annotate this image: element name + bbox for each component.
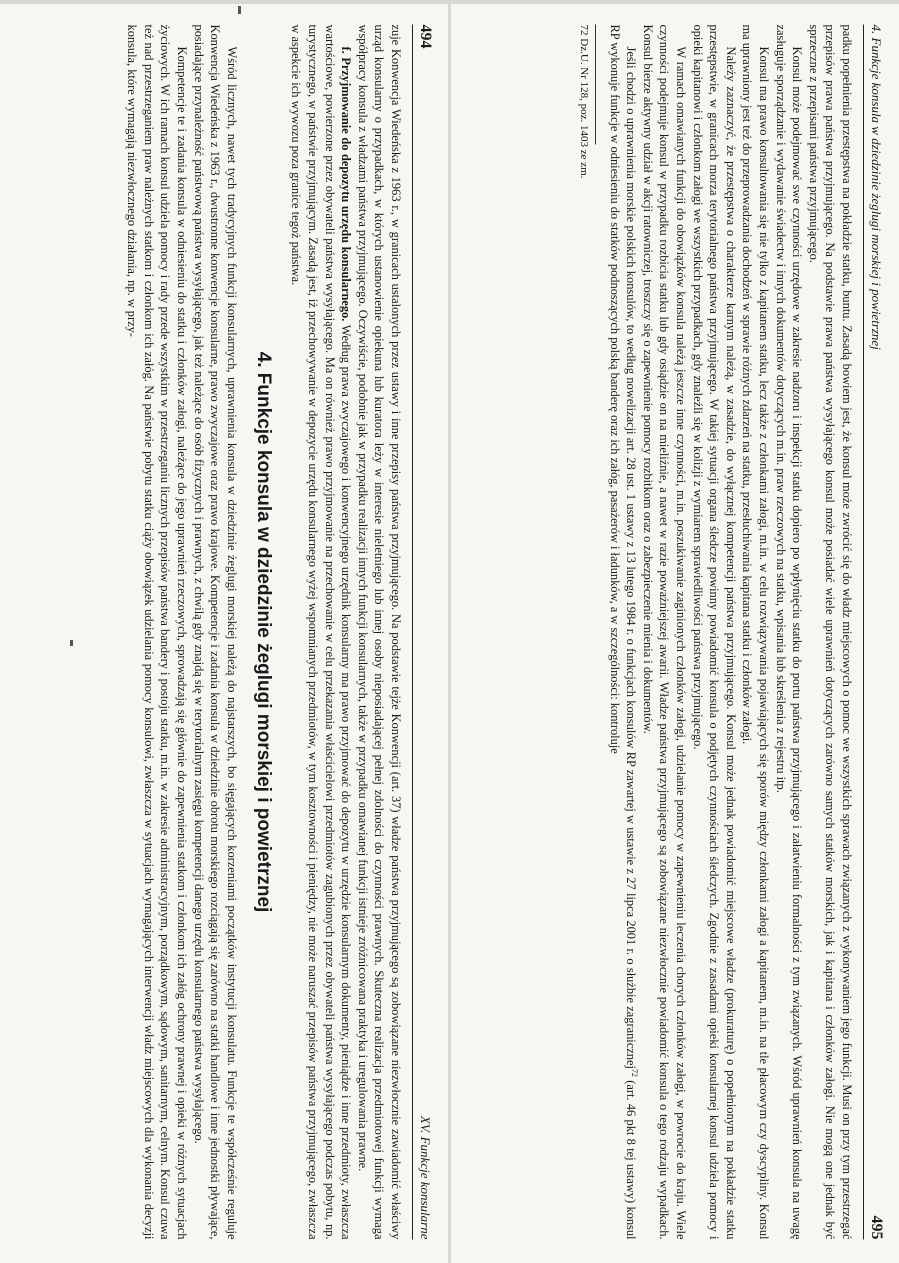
right-page-body: [577, 24, 855, 1239]
paragraph: W ramach omawianych funkcji do obowiązków konsula należą jeszcze inne czynności, m.in. poszukiwanie zaginionych członków załogi, udzielanie pomocy w zapewnieniu leczenia chorych członków załogi, w powrocie do kraju. Wiele czynności podejmuje konsul w przypadku rozbicia statku lub gdy osiądzie on na mieliźnie, a nawet w razie poważniejszej awarii. Władze państwa przyjmującego są zobowiązane niezwłocznie powiadomić konsula o tego rodzaju wypadkach. Konsul bierze aktywny udział w akcji ratowniczej, troszczy się o zapewnienie pomocy rozbitkom oraz o zabezpieczenie mienia i dokumentów.: [640, 24, 689, 1239]
paragraph: padku popełnienia przestępstwa na pokładzie statku, buntu. Zasadą bowiem jest, że konsul może zwrócić się do władz miejscowych o pomoc we wszystkich sprawach związanych z wykonywaniem jego funkcji. Musi on przy tym przestrzegać przepisów prawa państwa przyjmującego. Na podstawie prawa państwa wysyłającego konsul może posiadać wiele uprawnień dotyczących zarówno samych statków morskich, jak i kapitana i członków załogi. Nie mogą one jednak być sprzeczne z przepisami państwa przyjmującego.: [806, 24, 854, 1239]
left-page-body: [124, 24, 404, 1239]
left-running-head: XV. Funkcje konsularne: [418, 1115, 433, 1239]
depozyt-text: Według prawa zwyczajowego i konwencyjnego urzędnik konsularny ma prawo przyjmować do depozytu w urzędzie konsularnym dokumenty, pieniądze i inne przedmioty, zwłaszcza wartościowe, powierzone przez obywateli państwa wysyłającego. Ma on również prawo przyjmowanie na przechowanie w celu przekazania właścicielowi przedmiotów zagubionych przez obywateli państwa wysyłającego podczas pobytu, np. turystycznego, w państwie przyjmującym. Zasadą jest, iż przechowywanie w depozycie urzędu konsularnego wyżej wspomnianych przedmiotów, w tym kosztowności i pieniędzy, nie może naruszać przepisów państwa przyjmującego, zwłaszcza w aspekcie ich wywozu poza granice tegoż państwa.: [289, 24, 354, 1240]
section-heading: 4. Funkcje konsula w dziedzinie żeglugi morskiej i powietrznej: [252, 351, 274, 912]
paragraph: Konsul ma prawo konsultowania się nie tylko z kapitanem statku, lecz także z członkami załogi, m.in. w celu rozwiązywania pojawiających się sporów między członkami załogi a kapitanem, m.in. na tle płacowym czy dyscypliny. Konsul ma uprawniony jest też do przeprowadzania dochodzeń w sprawie różnych zdarzeń na statku, przesłuchiwania kapitana statku i członków załogi.: [740, 24, 772, 1239]
paragraph: Kompetencje te i zadania konsula w odniesieniu do statku i członków załogi, należące do jego uprawnień rzeczowych, sprowadzają się głównie do zapewnienia statkom i członkom ich załóg ochrony prawnej i opieki w różnych sytuacjach życiowych. W ich ramach konsul udziela pomocy i rady przede wszystkim w przestrzeganiu licznych przepisów państwa bandery i postoju statku, m.in. w zakresie administracyjnym, porządkowym, sądowym, sanitarnym, celnym. Konsul czuwa też nad przestrzeganiem praw należnych statkom i członkom ich załóg. Na państwie pobytu statku ciąży obowiązek udzielania pomocy konsulowi, zwłaszcza w sytuacjach wymagających interwencji władz miejscowych dla wykonania decyzji konsula, które wymagają niezwłocznego działania, np. w przy-: [125, 24, 190, 1239]
paragraph-with-footnote: [606, 24, 639, 1239]
right-page-number: 495: [868, 1215, 885, 1239]
right-page: [455, 0, 895, 1263]
right-running-head: 4. Funkcje konsula w dziedzinie żeglugi morskiej i powietrznej: [869, 24, 884, 350]
paragraph-part: (art. 46 pkt 8 tej ustawy) konsul RP wykonuje funkcje w odniesieniu do statków podnoszących polską banderę oraz ich załóg, pasażerów i ładunków, a w szczególności: kontroluje: [607, 24, 639, 1239]
footnote-reference: 72: [630, 1068, 640, 1077]
footnote: 72 Dz.U. Nr 128, poz. 1403 ze zm.: [578, 24, 591, 178]
book-gutter: [448, 0, 451, 1263]
paragraph: zuje Konwencja Wiedeńska z 1963 r., w granicach ustalonych przez ustawy i inne przepisy państwa przyjmującego. Na podstawie tejże Konwencji (art. 37) władze państwa przyjmującego są zobowiązane niezwłocznie zawiadomić właściwy urząd konsularny o przypadkach, w których ustanowienie opiekuna lub kuratora leży w interesie nieletniego lub innej osoby nieposiadającej pełnej zdolności do czynności prawnych. Skuteczna realizacja przedmiotowej funkcji wymaga współpracy konsula z władzami państwa przyjmującego. Oczywiście, podobnie jak w przypadku realizacji innych funkcji konsularnych, także w przypadku omawianej funkcji istnieje zróżnicowana praktyka i uregulowania prawne.: [355, 24, 403, 1239]
left-page-number: 494: [417, 24, 434, 48]
left-page-header: [412, 24, 434, 1239]
paragraph: Konsul może podejmować swe czynności urzędowe w zakresie nadzoru i inspekcji statku dopiero po wpłynięciu statku do portu państwa przyjmującego i załatwieniu formalności z tym związanych. Wśród uprawnień konsula na uwagę zasługuje sporządzanie i wydawanie świadectw i innych dokumentów dotyczących m.in. praw rzeczowych na statku, wpisania lub skreślenia z rejestru itp.: [773, 24, 805, 1239]
paragraph-depozyt: [288, 24, 354, 1239]
paragraph: Wśród licznych, nawet tych tradycyjnych funkcji konsularnych, uprawnienia konsula w dziedzinie żeglugi morskiej należą do najstarszych, bo sięgających korzeniami początków instytucji konsulatu. Funkcje te współcześnie reguluje Konwencja Wiedeńska z 1963 r., dwustronne konwencje konsularne, prawo zwyczajowe oraz prawo krajowe. Kompetencje i zadania konsula w dziedzinie obrotu morskiego rozciągają się zarówno na statki handlowe i inne jednostki pływające, posiadające przynależność państwową państwa wysyłającego, jak też należące do osób fizycznych i prawnych, z chwilą gdy znajdą się w terytorialnym zasięgu kompetencji danego urzędu konsularnego państwa wysyłającego.: [191, 24, 239, 1239]
paragraph: Należy zaznaczyć, że przestępstwa o charakterze karnym należą, w zasadzie, do wyłącznej kompetencji państwa przyjmującego. Konsul może jednak powiadomić miejscowe władze (prokuraturę) o popełnionym na pokładzie statku przestępstwie, w granicach morza terytorialnego państwa przyjmującego. W takiej sytuacji organa śledcze powinny powiadomić konsula o podjętych czynnościach śledczych. Zgodnie z zasadami opieki konsularnej konsul udziela pomocy i opieki kapitanowi i członkom załogi we wszystkich przypadkach, gdy znaleźli się w kolizji z wymiarem sprawiedliwości państwa przyjmującego.: [690, 24, 738, 1239]
right-page-header: [863, 24, 885, 1239]
left-page: [4, 0, 444, 1263]
depozyt-label: f. Przyjmowanie do depozytu urzędu konsularnego.: [339, 46, 354, 321]
footnote-rule: [595, 24, 596, 144]
paragraph-part: Jeśli chodzi o uprawnienia morskie polskich konsulów, to według nowelizacji art. 28 ust. 1 ustawy z 13 lutego 1984 r. o funkcjach konsulów RP zawartej w ustawie z 27 lipca 2001 r. o służbie zagranicznej: [624, 46, 639, 1069]
